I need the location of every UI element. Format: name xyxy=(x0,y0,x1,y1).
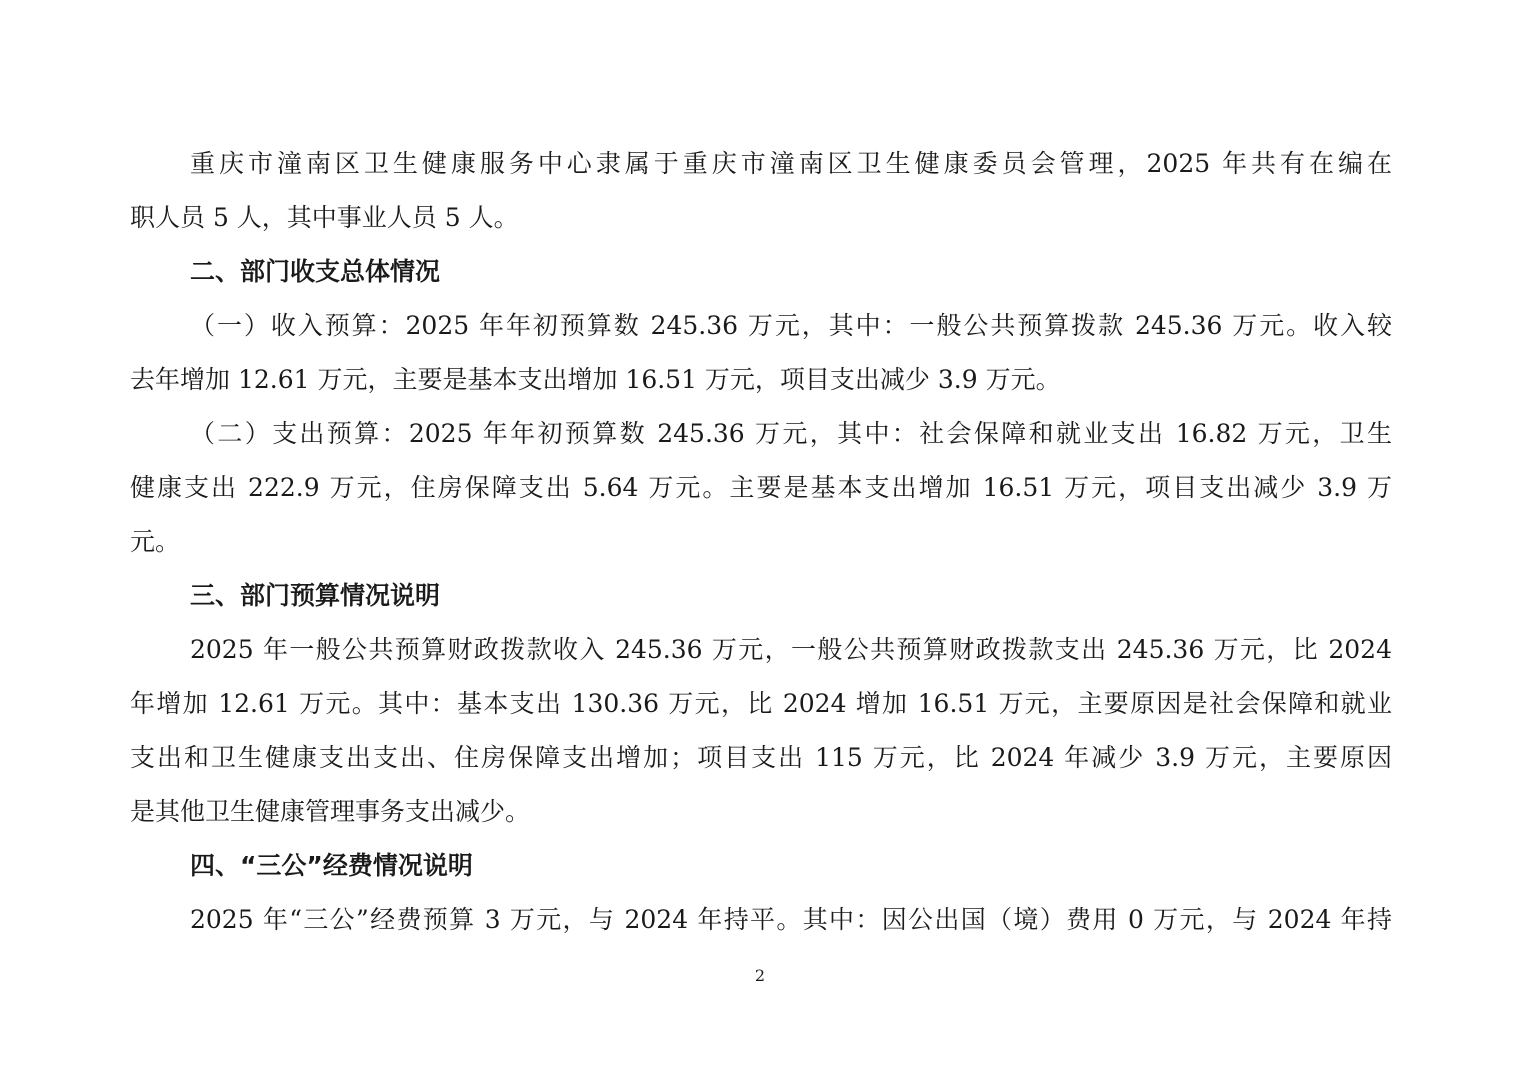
section-heading: 四、“三公”经费情况说明 xyxy=(190,851,473,880)
paragraph-line: 支出和卫生健康支出支出、住房保障支出增加；项目支出 115 万元，比 2024 年减少 3.9 万元，主要原因 xyxy=(130,743,1392,772)
paragraph-line: 年增加 12.61 万元。其中：基本支出 130.36 万元，比 2024 增加 16.51 万元，主要原因是社会保障和就业 xyxy=(130,689,1392,718)
paragraph-line: （二）支出预算：2025 年年初预算数 245.36 万元，其中：社会保障和就业支出 16.82 万元，卫生 xyxy=(190,419,1392,448)
paragraph-line: 重庆市潼南区卫生健康服务中心隶属于重庆市潼南区卫生健康委员会管理，2025 年共有在编在 xyxy=(190,149,1392,178)
section-heading: 三、部门预算情况说明 xyxy=(190,581,441,610)
paragraph-line: 去年增加 12.61 万元，主要是基本支出增加 16.51 万元，项目支出减少 3.9 万元。 xyxy=(130,365,1061,394)
paragraph-line: 是其他卫生健康管理事务支出减少。 xyxy=(130,797,531,826)
paragraph-line: 健康支出 222.9 万元，住房保障支出 5.64 万元。主要是基本支出增加 16.51 万元，项目支出减少 3.9 万 xyxy=(130,473,1392,502)
paragraph-line: 2025 年“三公”经费预算 3 万元，与 2024 年持平。其中：因公出国（境）费用 0 万元，与 2024 年持 xyxy=(190,905,1392,934)
paragraph-line: 职人员 5 人，其中事业人员 5 人。 xyxy=(130,203,519,232)
page-number: 2 xyxy=(754,966,766,985)
paragraph-line: 2025 年一般公共预算财政拨款收入 245.36 万元，一般公共预算财政拨款支出 245.36 万元，比 2024 xyxy=(190,635,1392,664)
paragraph-line: 元。 xyxy=(130,527,181,556)
paragraph-line: （一）收入预算：2025 年年初预算数 245.36 万元，其中：一般公共预算拨款 245.36 万元。收入较 xyxy=(190,311,1392,340)
section-heading: 二、部门收支总体情况 xyxy=(190,257,441,286)
